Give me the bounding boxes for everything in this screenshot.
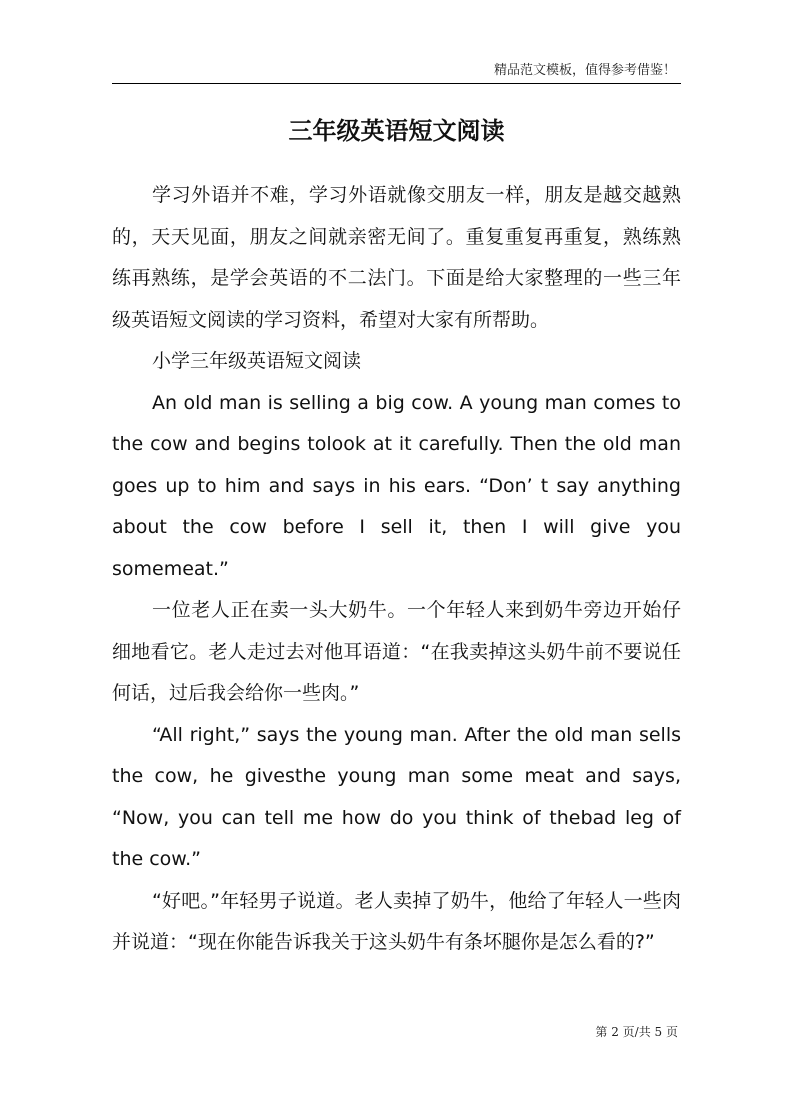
page-indicator: 第 2 页/共 5 页 [595, 1025, 678, 1039]
section-subheading: 小学三年级英语短文阅读 [152, 350, 362, 372]
story-paragraph-english-2: “All right,” says the young man. After the old man sells the cow, he givesthe young man some meat and says, “Now, you can tell me how do you think of thebad leg of the cow.” [112, 723, 681, 870]
story-paragraph-english-1: An old man is selling a big cow. A young man comes to the cow and begins tolook at it carefully. Then the old man goes up to him and says in his ears. “Don’ t say anything about the cow before I sell it, then I will give you somemeat.” [112, 391, 681, 580]
document-body [112, 175, 681, 964]
intro-paragraph: 学习外语并不难，学习外语就像交朋友一样，朋友是越交越熟的，天天见面，朋友之间就亲密无间了。重复重复再重复，熟练熟练再熟练，是学会英语的不二法门。下面是给大家整理的一些三年级英语短文阅读的学习资料，希望对大家有所帮助。 [112, 184, 681, 331]
header-divider [112, 83, 681, 84]
document-title: 三年级英语短文阅读 [288, 117, 505, 145]
header-tagline: 精品范文模板，值得参考借鉴！ [493, 63, 676, 78]
story-paragraph-chinese-1: 一位老人正在卖一头大奶牛。一个年轻人来到奶牛旁边开始仔细地看它。老人走过去对他耳语道：“在我卖掉这头奶牛前不要说任何话，过后我会给你一些肉。” [112, 599, 681, 704]
story-paragraph-chinese-2: “好吧。”年轻男子说道。老人卖掉了奶牛，他给了年轻人一些肉并说道：“现在你能告诉我关于这头奶牛有条坏腿你是怎么看的?” [112, 889, 681, 953]
